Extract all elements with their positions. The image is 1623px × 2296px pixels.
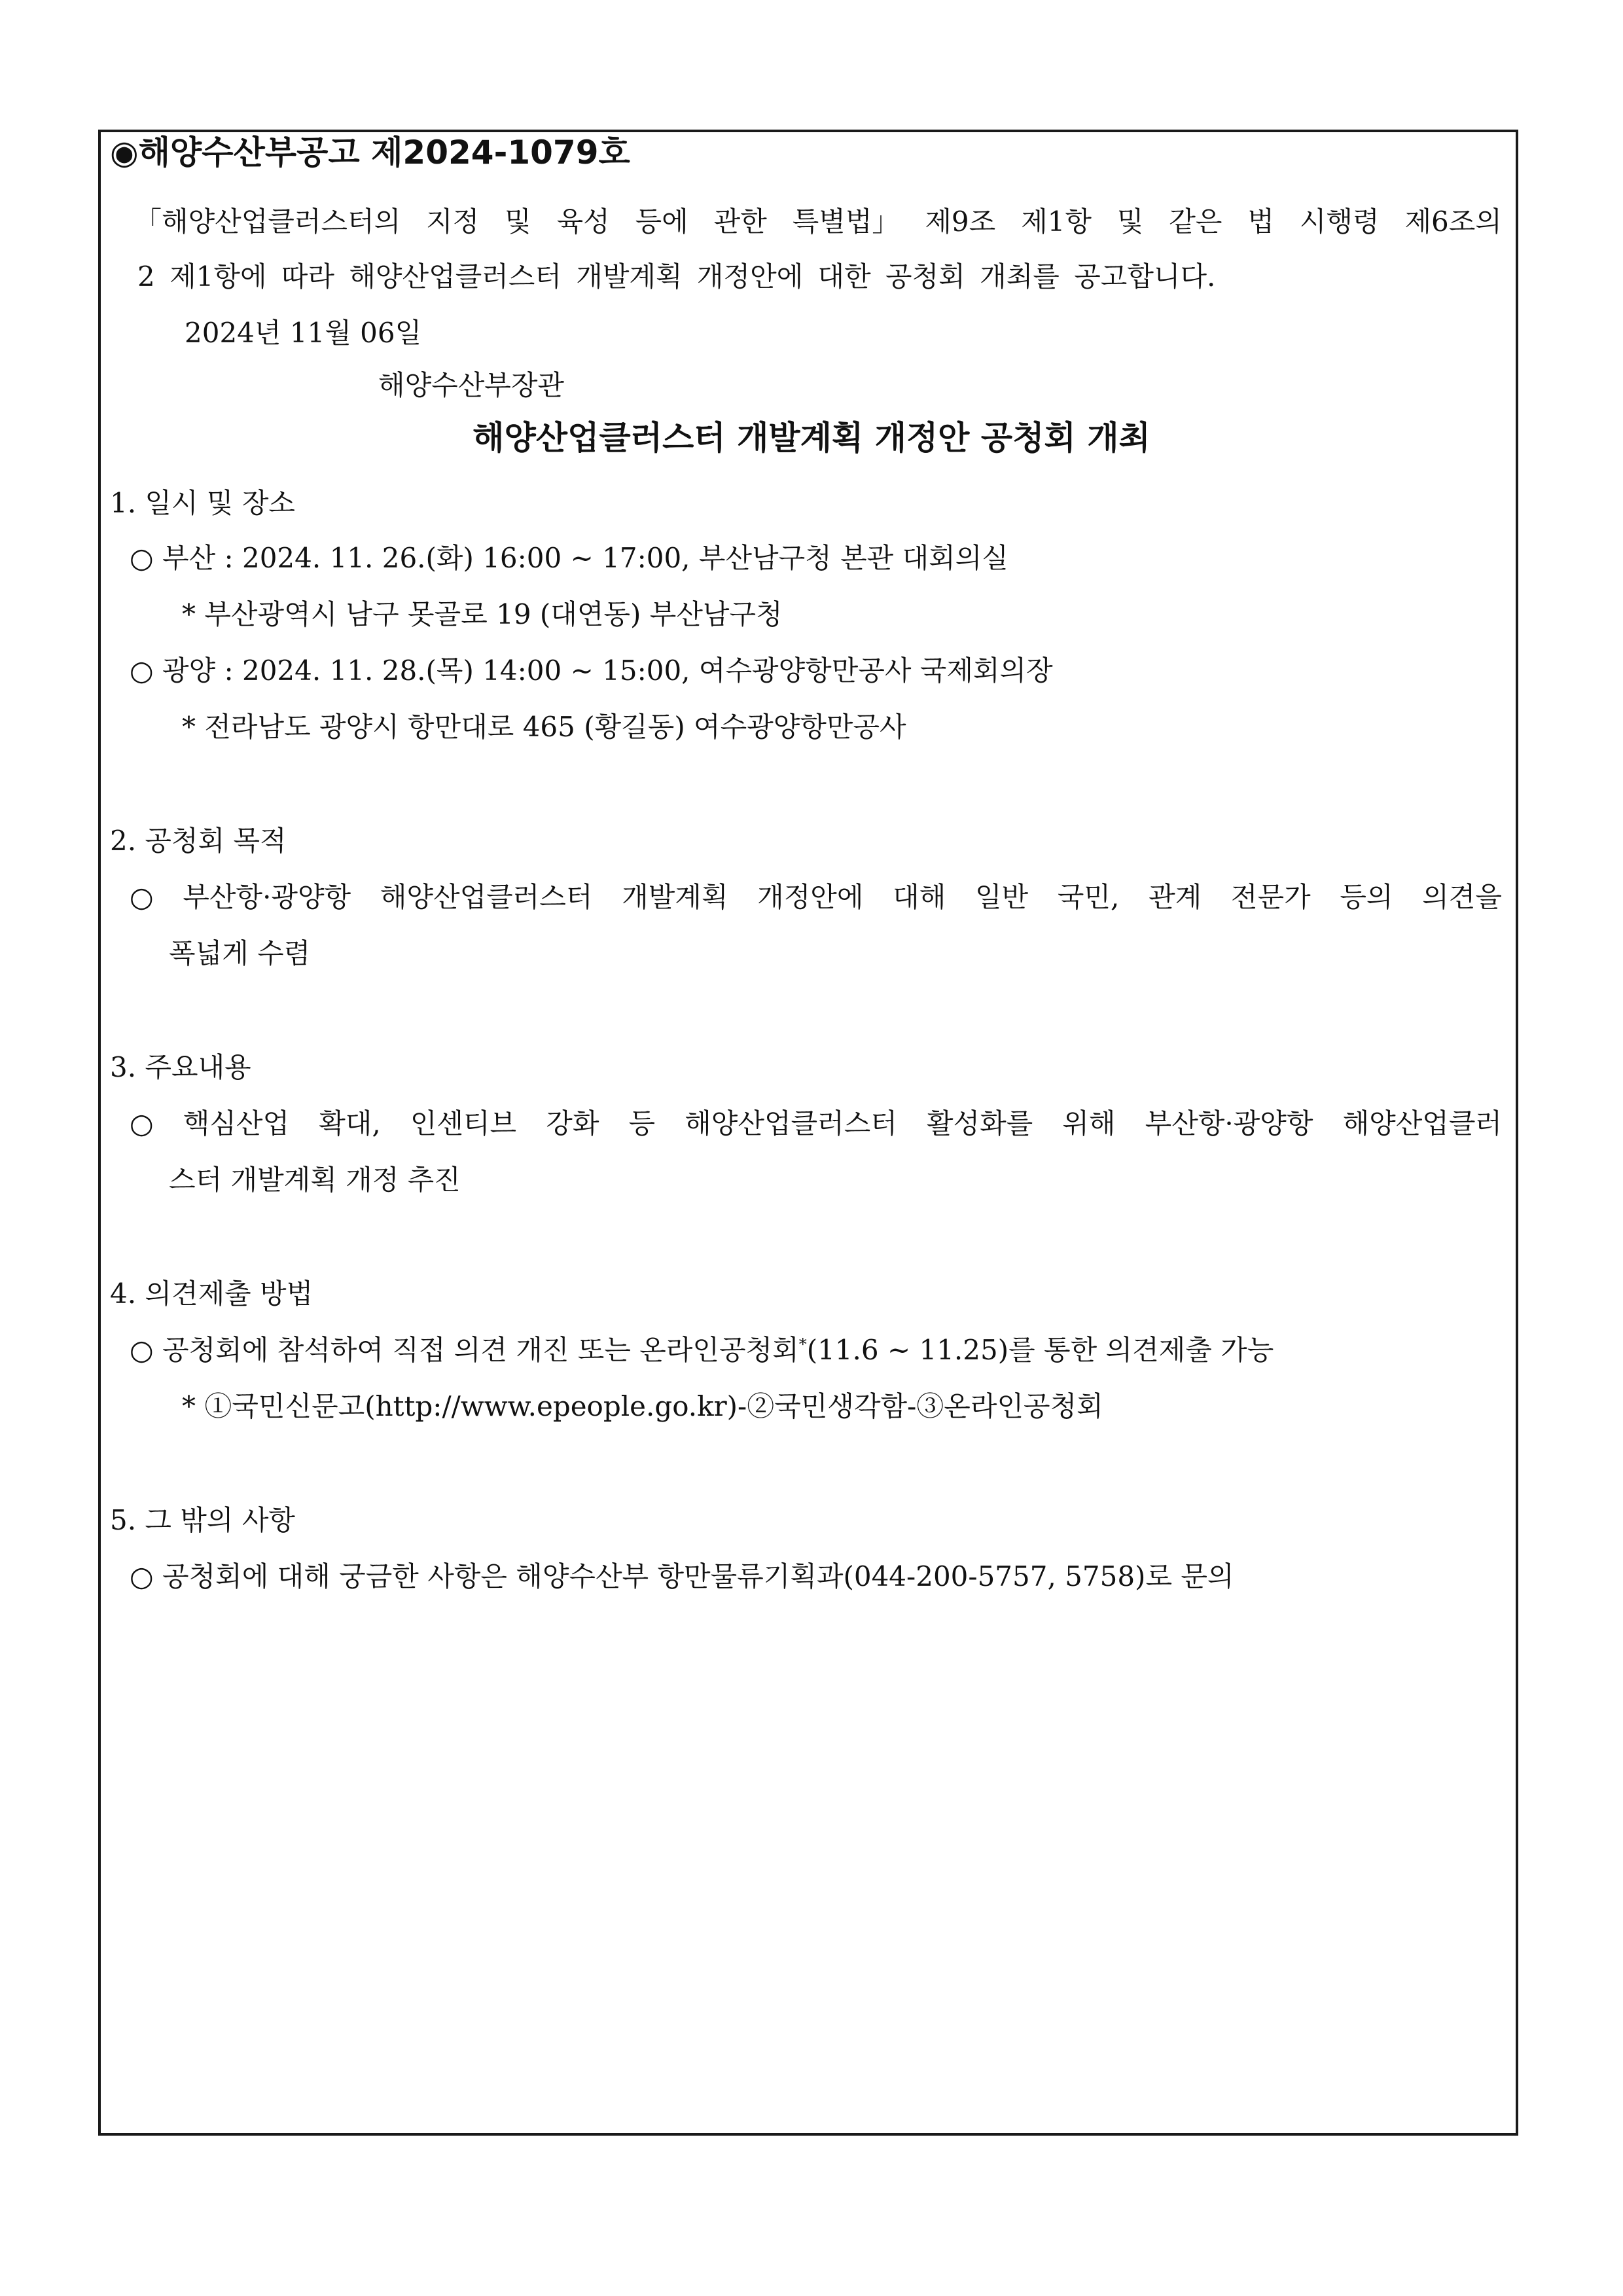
word: 개발계획	[622, 881, 728, 913]
word: 활성화를	[926, 1107, 1033, 1139]
intro-line-2: 2 제1항에 따라 해양산업클러스터 개발계획 개정안에 대한 공청회 개최를 공고합니다.	[137, 260, 1216, 293]
section-1-note-busan: * 부산광역시 남구 못골로 19 (대연동) 부산남구청	[182, 598, 783, 630]
word: 및	[1116, 206, 1144, 238]
word: 해양산업클러스터	[380, 881, 593, 913]
word: 개정안에	[757, 881, 864, 913]
word: 지정	[426, 206, 480, 238]
section-heading-3: 3. 주요내용	[110, 1051, 251, 1083]
word: 국민,	[1057, 881, 1120, 913]
word: 제9조	[925, 206, 996, 238]
word: 확대,	[319, 1107, 381, 1139]
word: 해양산업클러	[1342, 1107, 1502, 1139]
word: 관한	[713, 206, 767, 238]
section-3-item-line-1	[130, 1107, 1502, 1139]
word: 일반	[975, 881, 1029, 913]
word: 법	[1247, 206, 1274, 238]
section-1-item-gwangyang: ○ 광양 : 2024. 11. 28.(목) 14:00 ~ 15:00, 여수광양항만공사 국제회의장	[130, 655, 1053, 687]
section-2-item-line-2: 폭넓게 수렴	[169, 937, 311, 969]
word: 「해양산업클러스터의	[134, 206, 401, 238]
section-heading-1: 1. 일시 및 장소	[110, 487, 295, 519]
word: 제6조의	[1404, 206, 1502, 238]
word: 육성	[556, 206, 610, 238]
word: 대해	[893, 881, 946, 913]
notice-number: ◉해양수산부공고 제2024-1079호	[110, 134, 630, 171]
section-2-item-line-1	[130, 881, 1502, 913]
word: 핵심산업	[183, 1107, 290, 1139]
word: 의견을	[1422, 881, 1502, 913]
page-title: 해양산업클러스터 개발계획 개정안 공청회 개최	[473, 419, 1150, 457]
word: 위해	[1062, 1107, 1116, 1139]
word: 제1항	[1021, 206, 1092, 238]
word: 등	[628, 1107, 656, 1139]
section-heading-2: 2. 공청회 목적	[110, 825, 287, 857]
section-4-item	[130, 1336, 1274, 1364]
intro-line-1	[134, 208, 1502, 236]
word: 같은	[1169, 206, 1222, 238]
notice-date: 2024년 11월 06일	[185, 317, 422, 349]
notice-issuer: 해양수산부장관	[378, 369, 565, 401]
section-5-item: ○ 공청회에 대해 궁금한 사항은 해양수산부 항만물류기획과(044-200-5757, 5758)로 문의	[130, 1560, 1234, 1592]
word: 등의	[1340, 881, 1393, 913]
section-4-item-post: (11.6 ~ 11.25)를 통한 의견제출 가능	[806, 1334, 1274, 1366]
word: 부산항·광양항	[1145, 1107, 1313, 1139]
word: 해양산업클러스터	[685, 1107, 897, 1139]
section-4-item-pre: ○ 공청회에 참석하여 직접 의견 개진 또는 온라인공청회	[130, 1334, 799, 1366]
word: 전문가	[1230, 881, 1311, 913]
word: ○	[130, 881, 154, 913]
section-heading-4: 4. 의견제출 방법	[110, 1278, 313, 1310]
word: ○	[130, 1107, 154, 1139]
section-1-item-busan: ○ 부산 : 2024. 11. 26.(화) 16:00 ~ 17:00, 부산남구청 본관 대회의실	[130, 542, 1008, 574]
word: 등에	[635, 206, 688, 238]
word: 부산항·광양항	[183, 881, 351, 913]
word: 시행령	[1299, 206, 1380, 238]
word: 강화	[546, 1107, 599, 1139]
section-3-item-line-2: 스터 개발계획 개정 추진	[169, 1164, 461, 1196]
section-heading-5: 5. 그 밖의 사항	[110, 1504, 295, 1536]
word: 인센티브	[410, 1107, 517, 1139]
word: 특별법」	[792, 206, 900, 238]
word: 관계	[1149, 881, 1202, 913]
section-4-note: * ①국민신문고(http://www.epeople.go.kr)-②국민생각함-③온라인공청회	[182, 1390, 1103, 1422]
footnote-mark: *	[798, 1335, 807, 1354]
word: 및	[505, 206, 531, 238]
section-1-note-gwangyang: * 전라남도 광양시 항만대로 465 (황길동) 여수광양항만공사	[182, 711, 906, 743]
